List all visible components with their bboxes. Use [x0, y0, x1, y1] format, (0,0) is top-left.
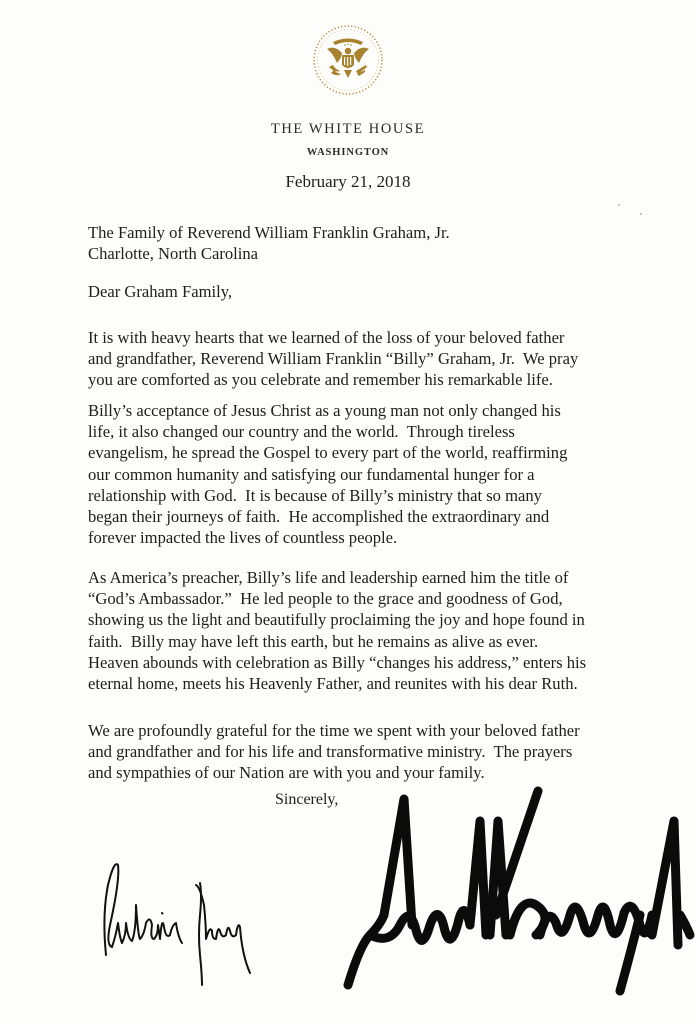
- recipient-address: [88, 222, 688, 264]
- paragraph-line: and grandfather, Reverend William Franklin “Billy” Graham, Jr. We pray: [88, 349, 579, 369]
- paragraph-line: and sympathies of our Nation are with you and your family.: [88, 763, 485, 783]
- paragraph-line: relationship with God. It is because of Billy’s ministry that so many: [88, 485, 542, 505]
- paragraph-line: showing us the light and beautifully proclaiming the joy and hope found in: [88, 610, 585, 630]
- paragraph-line: Heaven abounds with celebration as Billy “changes his address,” enters his: [88, 652, 587, 672]
- paragraph-line: and grandfather and for his life and transformative ministry. The prayers: [88, 742, 573, 762]
- closing: Sincerely,: [275, 791, 339, 808]
- melania-trump-signature: [92, 835, 252, 990]
- paragraph-line: Billy’s acceptance of Jesus Christ as a young man not only changed his: [88, 401, 561, 420]
- paper-speck: [640, 213, 642, 215]
- paragraph-line: “God’s Ambassador.” He led people to the grace and goodness of God,: [88, 589, 563, 609]
- paragraph-line: eternal home, meets his Heavenly Father, and reunites with his dear Ruth.: [88, 674, 578, 694]
- salutation: Dear Graham Family,: [88, 282, 233, 301]
- letterhead-title: THE WHITE HOUSE: [270, 121, 426, 137]
- paragraph-line: As America’s preacher, Billy’s life and leadership earned him the title of: [88, 568, 569, 587]
- paragraph-line: you are comforted as you celebrate and remember his remarkable life.: [88, 370, 553, 390]
- letter-date: February 21, 2018: [285, 172, 411, 191]
- address-line: Charlotte, North Carolina: [88, 244, 259, 264]
- paragraph-gratitude: [88, 720, 688, 784]
- paragraph-line: We are profoundly grateful for the time we spent with your beloved father: [88, 721, 580, 740]
- address-line: The Family of Reverend William Franklin Graham, Jr.: [88, 223, 450, 242]
- donald-trump-signature: [340, 785, 696, 1005]
- paragraph-condolence: [88, 327, 688, 391]
- paragraph-line: forever impacted the lives of countless people.: [88, 528, 398, 548]
- paragraph-ministry: [88, 400, 688, 548]
- presidential-seal-icon: [311, 23, 385, 97]
- paper-speck: [618, 204, 620, 206]
- paragraph-line: evangelism, he spread the Gospel to every part of the world, reaffirming: [88, 443, 568, 463]
- paragraph-line: faith. Billy may have left this earth, but he remains as alive as ever.: [88, 631, 539, 651]
- paragraph-ambassador: [88, 567, 688, 694]
- paragraph-line: our common humanity and satisfying our fundamental hunger for a: [88, 464, 535, 484]
- paragraph-line: began their journeys of faith. He accomplished the extraordinary and: [88, 507, 550, 527]
- paragraph-line: life, it also changed our country and the world. Through tireless: [88, 422, 515, 442]
- paragraph-line: It is with heavy hearts that we learned of the loss of your beloved father: [88, 328, 565, 347]
- letterhead-subtitle: WASHINGTON: [306, 147, 390, 158]
